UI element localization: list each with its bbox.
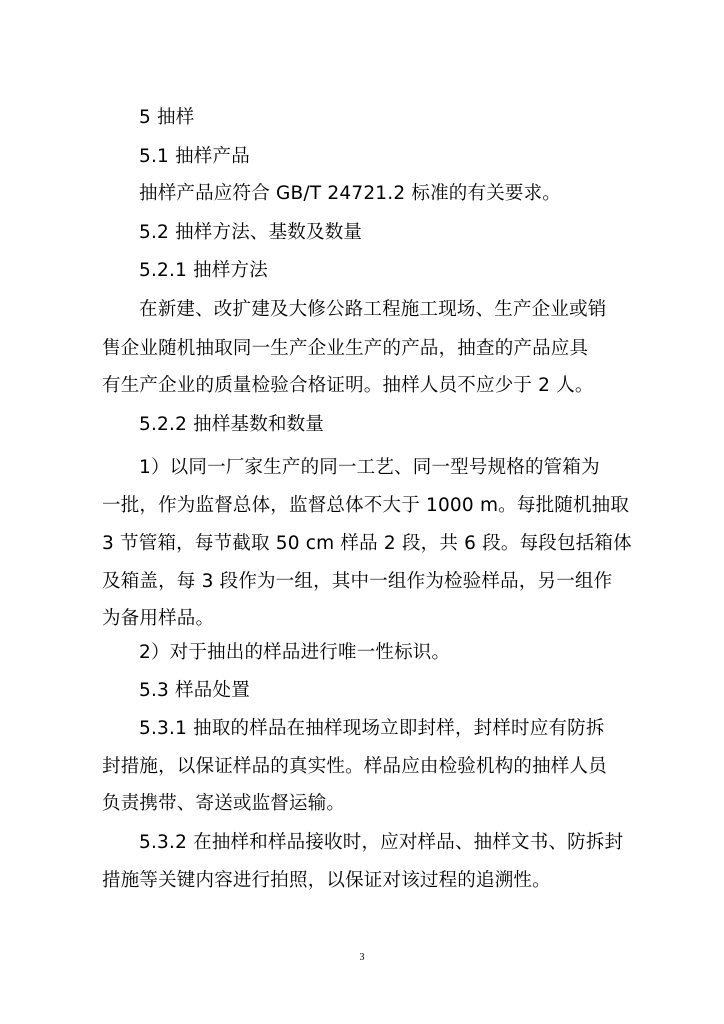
paragraph-line: 及箱盖，每 3 段作为一组，其中一组作为检验样品，另一组作 (102, 571, 613, 592)
section-heading-5-2: 5.2 抽样方法、基数及数量 (139, 222, 363, 243)
section-heading-5: 5 抽样 (139, 107, 195, 128)
paragraph-5-1: 抽样产品应符合 GB/T 24721.2 标准的有关要求。 (139, 183, 562, 204)
paragraph-line: 在新建、改扩建及大修公路工程施工现场、生产企业或销 (139, 299, 607, 320)
paragraph-line: 5.3.2 在抽样和样品接收时，应对样品、抽样文书、防拆封 (139, 832, 624, 853)
paragraph-line: 售企业随机抽取同一生产企业生产的产品，抽查的产品应具 (102, 338, 589, 359)
paragraph-line: 1）以同一厂家生产的同一工艺、同一型号规格的管箱为 (139, 457, 600, 478)
list-item-2: 2）对于抽出的样品进行唯一性标识。 (139, 642, 451, 663)
paragraph-line: 封措施，以保证样品的真实性。样品应由检验机构的抽样人员 (102, 756, 607, 777)
section-heading-5-1: 5.1 抽样产品 (139, 146, 250, 167)
page-number: 3 (359, 952, 365, 963)
section-heading-5-3: 5.3 样品处置 (139, 680, 250, 701)
paragraph-line: 3 节管箱，每节截取 50 cm 样品 2 段，共 6 段。每段包括箱体 (102, 533, 632, 554)
paragraph-line: 措施等关键内容进行拍照，以保证对该过程的追溯性。 (102, 870, 551, 891)
section-heading-5-2-1: 5.2.1 抽样方法 (139, 260, 268, 281)
paragraph-line: 5.3.1 抽取的样品在抽样现场立即封样，封样时应有防拆 (139, 718, 605, 739)
paragraph-line: 为备用样品。 (102, 608, 215, 629)
paragraph-line: 一批，作为监督总体，监督总体不大于 1000 m。每批随机抽取 (102, 495, 630, 516)
paragraph-line: 负责携带、寄送或监督运输。 (102, 793, 346, 814)
section-heading-5-2-2: 5.2.2 抽样基数和数量 (139, 414, 325, 435)
paragraph-line: 有生产企业的质量检验合格证明。抽样人员不应少于 2 人。 (102, 375, 594, 396)
